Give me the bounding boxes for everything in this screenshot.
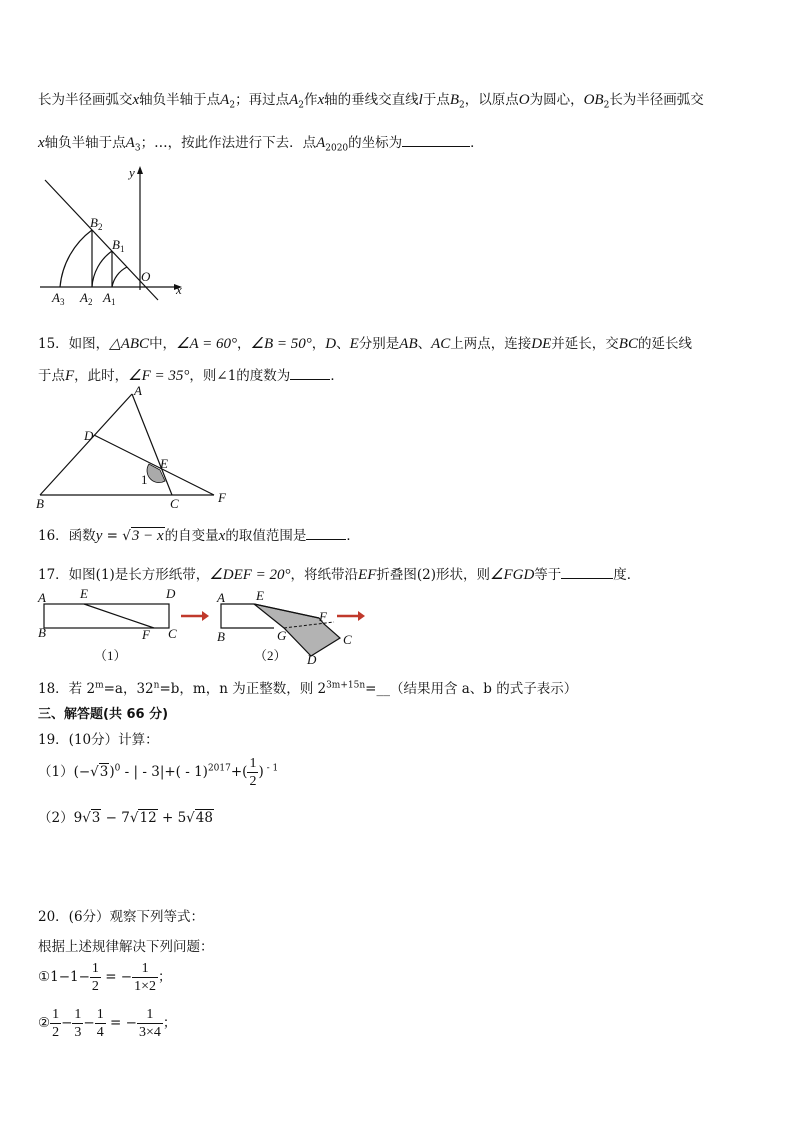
- label-D: D: [307, 652, 317, 667]
- label-E: E: [160, 456, 168, 471]
- label-F: F: [319, 609, 327, 624]
- q20-subtitle: 根据上述规律解决下列问题：: [38, 939, 214, 955]
- label-A: A: [38, 590, 46, 605]
- label-E: E: [80, 586, 88, 601]
- answer-blank: [290, 367, 330, 380]
- label-A3: $A_3$: [52, 290, 65, 307]
- label-C: C: [170, 496, 179, 511]
- q15-line1: 15．如图，△ABC中，∠A = 60°，∠B = 50°，D、E分别是AB、AC上两点，连接DE并延长，交BC的延长线: [38, 336, 692, 352]
- q19-part1: $(1)(-√3)^0$ - | - 3|+( - 1)$^{2017}$+( $\frac{1}{2}$ ) $^{- 1}$: [38, 756, 279, 789]
- q19-title: 19．(10分）计算：: [38, 732, 159, 748]
- answer-blank: [306, 527, 346, 540]
- label-A2: $A_2$: [80, 290, 93, 307]
- label-B: B: [36, 496, 44, 511]
- label-F: F: [218, 490, 226, 505]
- caption-1: （1）: [94, 648, 127, 663]
- q14-line2: x轴负半轴于点$A_3$；…，按此作法进行下去．点$A_{2020}$的坐标为 ．: [38, 135, 484, 154]
- q15-line2: 于点F，此时，∠F = 35°，则∠1的度数为 ．: [38, 368, 344, 384]
- y-axis-label: y: [129, 165, 135, 180]
- label-D: D: [166, 586, 176, 601]
- q19-part2: （2）9√3 − 7√12 + 5√48: [38, 810, 213, 826]
- label-C: C: [343, 632, 352, 647]
- label-A: A: [217, 590, 225, 605]
- caption-2: （2）: [254, 648, 287, 663]
- q15-figure: [34, 386, 234, 512]
- x-axis-label: x: [176, 282, 182, 297]
- label-E: E: [256, 588, 264, 603]
- angle-1-label: 1: [141, 472, 148, 487]
- label-A: A: [134, 386, 142, 398]
- arrow-icon: [336, 610, 366, 622]
- answer-blank: [561, 566, 613, 579]
- arrow-icon: [180, 610, 210, 622]
- label-B2: $B_2$: [90, 215, 103, 232]
- section-heading: 三、解答题(共 66 分): [38, 707, 169, 722]
- q17-figure-2: [214, 586, 374, 668]
- label-F: F: [142, 627, 150, 642]
- q18-line: 18．若 $2^m=a$，$32^n=b$，m，n 为正整数，则 $2^{3m+15n}=\_\_$（结果用含 a、b 的式子表示）: [38, 680, 578, 697]
- q16-line: 16．函数y = √3 − x的自变量x的取值范围是 ．: [38, 528, 360, 544]
- origin-label: O: [141, 269, 151, 284]
- q17-figure-1: [34, 586, 194, 668]
- q20-title: 20．(6分）观察下列等式：: [38, 909, 205, 925]
- q14-line1: 长为半径画弧交x轴负半轴于点$A_2$；再过点$A_2$作x轴的垂线交直线l于点$B_2$，以原点O为圆心，$OB_2$长为半径画弧交: [38, 92, 704, 111]
- label-B: B: [217, 629, 225, 644]
- label-G: G: [277, 628, 287, 643]
- answer-blank: [402, 134, 470, 147]
- label-A1: $A_1$: [103, 290, 116, 307]
- label-B1: $B_1$: [112, 237, 125, 254]
- q14-figure: [40, 160, 190, 310]
- label-D: D: [84, 428, 94, 443]
- q20-equation-2: ② $\frac{1}{2}$ − $\frac{1}{3}$ − $\frac{1}{4}$ = − $\frac{1}{3\times 4}$ ；: [38, 1007, 177, 1040]
- q17-line: 17．如图(1)是长方形纸带，∠DEF = 20°，将纸带沿EF折叠图(2)形状，则∠FGD等于 度．: [38, 567, 641, 583]
- fraction: $\frac{1}{2}$: [249, 756, 257, 789]
- label-C: C: [168, 626, 177, 641]
- label-B: B: [38, 625, 46, 640]
- q20-equation-1: ①1−1− $\frac{1}{2}$ = − $\frac{1}{1\times 2}$ ；: [38, 961, 172, 994]
